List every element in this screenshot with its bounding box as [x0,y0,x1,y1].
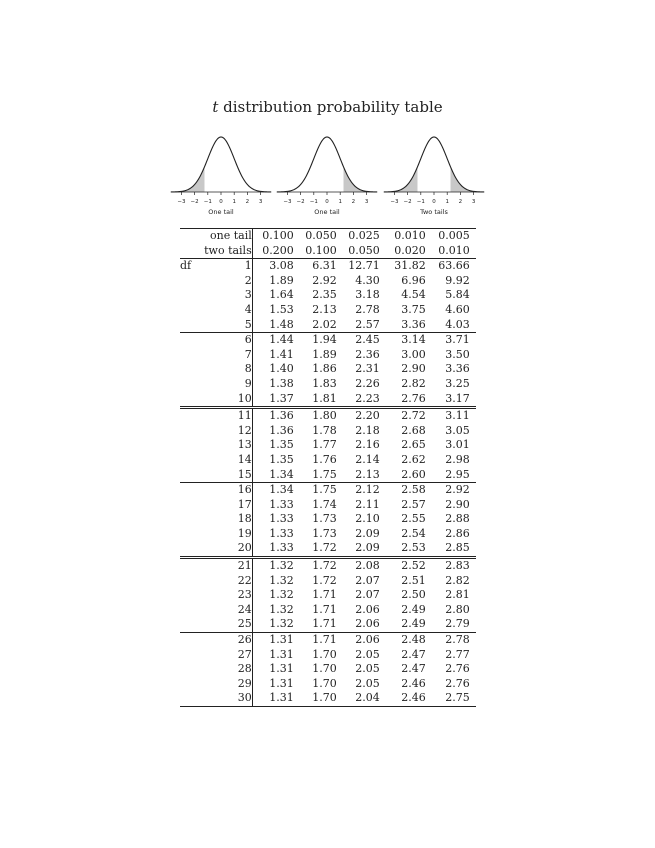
tick-label: 0 [432,199,436,205]
critical-value: 2.02 [312,317,337,331]
critical-value: 2.14 [355,452,380,466]
critical-value: 2.55 [401,512,426,526]
df-value: 3 [244,288,252,302]
critical-value: 63.66 [432,259,476,274]
critical-value: 12.71 [343,259,386,274]
critical-value: 1.40 [252,362,300,377]
critical-value: 2.57 [401,497,426,511]
df-value: 7 [244,347,252,361]
critical-value: 1.70 [312,676,337,690]
critical-value: 3.11 [432,408,476,424]
critical-value: 2.05 [355,662,380,676]
critical-value: 3.05 [445,423,470,437]
critical-value: 2.07 [355,573,380,587]
table-row [180,318,476,333]
df-label [180,362,210,377]
critical-value: 2.98 [445,452,470,466]
tick-label: 3 [258,199,263,205]
df-label [180,677,210,692]
density-curve [277,137,377,192]
critical-value: 2.57 [355,317,380,331]
title-variable: t [212,98,219,116]
df-value: 20 [237,541,252,555]
critical-value: 1.33 [252,541,300,557]
df-label [180,574,210,589]
critical-value: 3.25 [445,376,470,390]
table-row [180,453,476,468]
table-row [180,541,476,557]
critical-value: 3.50 [445,347,470,361]
critical-value: 2.08 [343,558,386,574]
tick-label: −2 [190,199,199,205]
df-value: 12 [237,423,252,437]
tick-label: 1 [338,199,342,205]
df-value: 5 [244,317,252,331]
tick-label: 0 [325,199,329,205]
df-label [180,541,210,557]
df-label [180,512,210,527]
critical-value: 2.68 [401,423,426,437]
critical-value: 1.41 [252,348,300,363]
critical-value: 3.75 [401,302,426,316]
tick-label: 2 [351,199,356,205]
one-tail-value: 0.100 [252,229,300,244]
critical-value: 2.90 [401,362,426,376]
df-label [180,424,210,439]
df-value: 10 [237,391,252,405]
critical-value: 3.36 [401,317,426,331]
tick-label: 1 [232,199,236,205]
critical-value: 2.23 [355,391,380,405]
df-label [180,453,210,468]
tick-label: −1 [416,199,425,205]
two-tails-value: 0.100 [305,243,337,257]
critical-value: 3.17 [445,391,470,405]
critical-value: 2.50 [401,588,426,602]
critical-value: 1.36 [252,408,300,424]
critical-value: 2.18 [355,423,380,437]
df-value: 30 [210,691,252,706]
critical-value: 2.92 [432,483,476,498]
critical-value: 2.77 [445,647,470,661]
table-row [180,558,476,574]
critical-value: 1.83 [312,376,337,390]
critical-value: 2.78 [432,633,476,648]
critical-value: 2.75 [432,691,476,706]
critical-value: 1.44 [252,333,300,348]
critical-value: 3.14 [386,333,432,348]
critical-value: 2.07 [355,588,380,602]
df-value: 9 [244,376,252,390]
critical-value: 31.82 [386,259,432,274]
critical-value: 2.49 [401,617,426,631]
critical-value: 2.86 [445,526,470,540]
plot-caption: Two tails [420,208,448,216]
table-row [180,633,476,648]
tick-label: 3 [471,199,476,205]
df-value: 1 [210,259,252,274]
df-value: 27 [237,647,252,661]
critical-value: 2.76 [445,676,470,690]
t-table [180,228,476,707]
critical-value: 1.37 [252,392,300,408]
critical-value: 2.46 [401,676,426,690]
df-label [180,648,210,663]
shaded-right-tail [451,167,485,192]
df-value: 2 [244,273,252,287]
critical-value: 2.81 [445,588,470,602]
table-row [180,259,476,274]
table-row [180,438,476,453]
critical-value: 1.71 [312,617,337,631]
critical-value: 1.32 [252,617,300,632]
critical-value: 2.47 [401,662,426,676]
critical-value: 1.32 [252,574,300,589]
df-value: 28 [237,662,252,676]
df-label [180,408,210,424]
critical-value: 2.05 [355,647,380,661]
critical-value: 4.03 [445,317,470,331]
critical-value: 2.78 [355,302,380,316]
df-label [180,588,210,603]
df-label [180,438,210,453]
density-curve [384,137,484,192]
one-tail-value: 0.005 [432,229,476,244]
critical-value: 2.10 [355,512,380,526]
critical-value: 2.95 [445,467,470,481]
critical-value: 1.89 [252,274,300,289]
one-tail-label: one tail [210,229,252,242]
critical-value: 2.80 [445,602,470,616]
critical-value: 1.48 [252,318,300,333]
critical-value: 2.06 [355,617,380,631]
df-value: 19 [237,526,252,540]
critical-value: 1.72 [312,573,337,587]
critical-value: 5.84 [445,288,470,302]
df-label [180,617,210,632]
df-value: 25 [237,617,252,631]
df-value: 29 [237,676,252,690]
table-row [180,677,476,692]
table-row [180,662,476,677]
shaded-left-tail [171,167,205,192]
critical-value: 1.89 [312,347,337,361]
critical-value: 9.92 [445,273,470,287]
table-row [180,588,476,603]
critical-value: 1.70 [312,662,337,676]
df-label [180,303,210,318]
critical-value: 2.62 [401,452,426,466]
critical-value: 1.31 [252,648,300,663]
critical-value: 1.76 [312,452,337,466]
tick-label: −1 [309,199,318,205]
two-tails-label: two tails [204,243,252,257]
critical-value: 3.71 [432,333,476,348]
critical-value: 6.96 [401,273,426,287]
critical-value: 2.65 [401,438,426,452]
df-value: 15 [237,467,252,481]
df-value: 6 [210,333,252,348]
critical-value: 1.78 [312,423,337,437]
critical-value: 3.08 [252,259,300,274]
critical-value: 1.31 [252,633,300,648]
density-curve [171,137,271,192]
critical-value: 2.92 [312,273,337,287]
critical-value: 1.75 [300,483,343,498]
critical-value: 1.81 [312,391,337,405]
critical-value: 2.31 [355,362,380,376]
table-row [180,377,476,392]
two-tails-value: 0.020 [394,243,426,257]
df-label [180,633,210,648]
df-label [180,691,210,706]
table-row [180,348,476,363]
critical-value: 2.06 [355,602,380,616]
critical-value: 2.11 [355,497,380,511]
df-value: 13 [237,438,252,452]
critical-value: 2.48 [386,633,432,648]
one-tail-value: 0.010 [386,229,432,244]
critical-value: 1.31 [252,662,300,677]
critical-value: 1.64 [252,288,300,303]
critical-value: 1.72 [300,558,343,574]
distribution-plot [384,137,484,216]
critical-value: 1.32 [252,603,300,618]
table-row [180,648,476,663]
critical-value: 2.79 [445,617,470,631]
one-tail-value: 0.025 [343,229,386,244]
critical-value: 1.35 [252,438,300,453]
critical-value: 2.26 [355,376,380,390]
critical-value: 6.31 [300,259,343,274]
critical-value: 1.70 [312,647,337,661]
df-value: 17 [237,497,252,511]
critical-value: 2.13 [312,302,337,316]
critical-value: 4.60 [445,302,470,316]
critical-value: 2.47 [401,647,426,661]
two-tails-value: 0.050 [348,243,380,257]
critical-value: 2.85 [445,541,470,555]
df-label [180,288,210,303]
table-row [180,512,476,527]
table-row [180,574,476,589]
table-row [180,303,476,318]
table-row [180,424,476,439]
critical-value: 2.16 [355,438,380,452]
table-row [180,288,476,303]
critical-value: 2.60 [401,467,426,481]
critical-value: 2.76 [445,662,470,676]
critical-value: 3.18 [355,288,380,302]
one-tail-value: 0.050 [300,229,343,244]
df-label [180,498,210,513]
tick-label: −3 [283,199,292,205]
plot-caption: One tail [208,208,234,216]
table-row [180,617,476,632]
tick-label: −2 [403,199,412,205]
critical-value: 1.31 [252,677,300,692]
critical-value: 2.35 [312,288,337,302]
tick-label: 1 [445,199,449,205]
title-text: distribution probability table [223,98,443,116]
two-tails-value: 0.200 [252,244,300,259]
critical-value: 2.82 [401,376,426,390]
critical-value: 1.70 [300,691,343,706]
df-value: 26 [210,633,252,648]
critical-value: 1.36 [252,424,300,439]
critical-value: 2.53 [401,541,426,555]
critical-value: 2.90 [445,497,470,511]
distribution-plot [171,137,271,216]
critical-value: 2.54 [401,526,426,540]
critical-value: 1.73 [312,512,337,526]
critical-value: 2.88 [445,512,470,526]
df-value: 4 [244,302,252,316]
critical-value: 1.32 [252,588,300,603]
critical-value: 2.51 [401,573,426,587]
distribution-plot [277,137,377,216]
critical-value: 2.72 [386,408,432,424]
df-label [180,392,210,408]
table-row [180,362,476,377]
critical-value: 1.33 [252,498,300,513]
tick-label: −2 [296,199,305,205]
critical-value: 2.46 [386,691,432,706]
table-row [180,333,476,348]
critical-value: 1.35 [252,453,300,468]
df-label [180,603,210,618]
critical-value: 1.77 [312,438,337,452]
critical-value: 1.72 [312,541,337,555]
table-row [180,468,476,483]
critical-value: 1.73 [312,526,337,540]
df-value: 22 [237,573,252,587]
critical-value: 2.05 [355,676,380,690]
critical-value: 3.01 [445,438,470,452]
tick-label: −3 [390,199,399,205]
critical-value: 1.53 [252,303,300,318]
tick-label: −3 [177,199,186,205]
critical-value: 1.33 [252,512,300,527]
shaded-right-tail [344,167,378,192]
table-row [180,483,476,498]
df-value: 18 [237,512,252,526]
critical-value: 2.09 [355,526,380,540]
df-value: 11 [210,408,252,424]
critical-value: 2.76 [401,391,426,405]
df-label [180,527,210,542]
critical-value: 2.06 [343,633,386,648]
tick-label: 3 [364,199,369,205]
critical-value: 2.52 [386,558,432,574]
df-label: df [180,259,210,274]
critical-value: 1.74 [312,497,337,511]
critical-value: 2.58 [386,483,432,498]
df-label [180,468,210,483]
df-value: 16 [210,483,252,498]
critical-value: 2.04 [343,691,386,706]
tick-label: −1 [203,199,212,205]
critical-value: 3.36 [445,362,470,376]
critical-value: 3.00 [401,347,426,361]
tick-label: 2 [245,199,250,205]
critical-value: 4.30 [355,273,380,287]
df-value: 21 [210,558,252,574]
critical-value: 2.49 [401,602,426,616]
critical-value: 1.94 [300,333,343,348]
table-row [180,498,476,513]
critical-value: 2.09 [355,541,380,555]
critical-value: 2.13 [355,467,380,481]
df-label [180,348,210,363]
critical-value: 2.83 [432,558,476,574]
critical-value: 1.32 [252,558,300,574]
df-label [180,483,210,498]
critical-value: 1.33 [252,527,300,542]
critical-value: 2.82 [445,573,470,587]
critical-value: 2.20 [343,408,386,424]
df-value: 23 [237,588,252,602]
two-tails-row [180,244,476,259]
df-label [180,377,210,392]
critical-value: 2.36 [355,347,380,361]
critical-value: 1.86 [312,362,337,376]
one-tail-row [180,229,476,244]
df-label [180,318,210,333]
df-value: 14 [237,452,252,466]
critical-value: 1.31 [252,691,300,706]
table-row [180,392,476,408]
critical-value: 2.45 [343,333,386,348]
table-row [180,408,476,424]
table-row [180,274,476,289]
critical-value: 1.71 [312,588,337,602]
df-label [180,274,210,289]
critical-value: 1.71 [300,633,343,648]
critical-value: 2.12 [343,483,386,498]
table-row [180,527,476,542]
critical-value: 1.34 [252,483,300,498]
df-label [180,333,210,348]
critical-value: 1.75 [312,467,337,481]
distribution-curves [0,0,655,225]
critical-value: 4.54 [401,288,426,302]
df-label [180,662,210,677]
shaded-left-tail [384,167,418,192]
tick-label: 0 [219,199,223,205]
plot-caption: One tail [314,208,340,216]
table-row [180,603,476,618]
tick-label: 2 [458,199,463,205]
df-value: 8 [244,362,252,376]
critical-value: 1.80 [300,408,343,424]
df-value: 24 [237,602,252,616]
critical-value: 1.38 [252,377,300,392]
critical-value: 1.71 [312,602,337,616]
critical-value: 1.34 [252,468,300,483]
two-tails-value: 0.010 [438,243,470,257]
df-label [180,558,210,574]
table-row [180,691,476,706]
